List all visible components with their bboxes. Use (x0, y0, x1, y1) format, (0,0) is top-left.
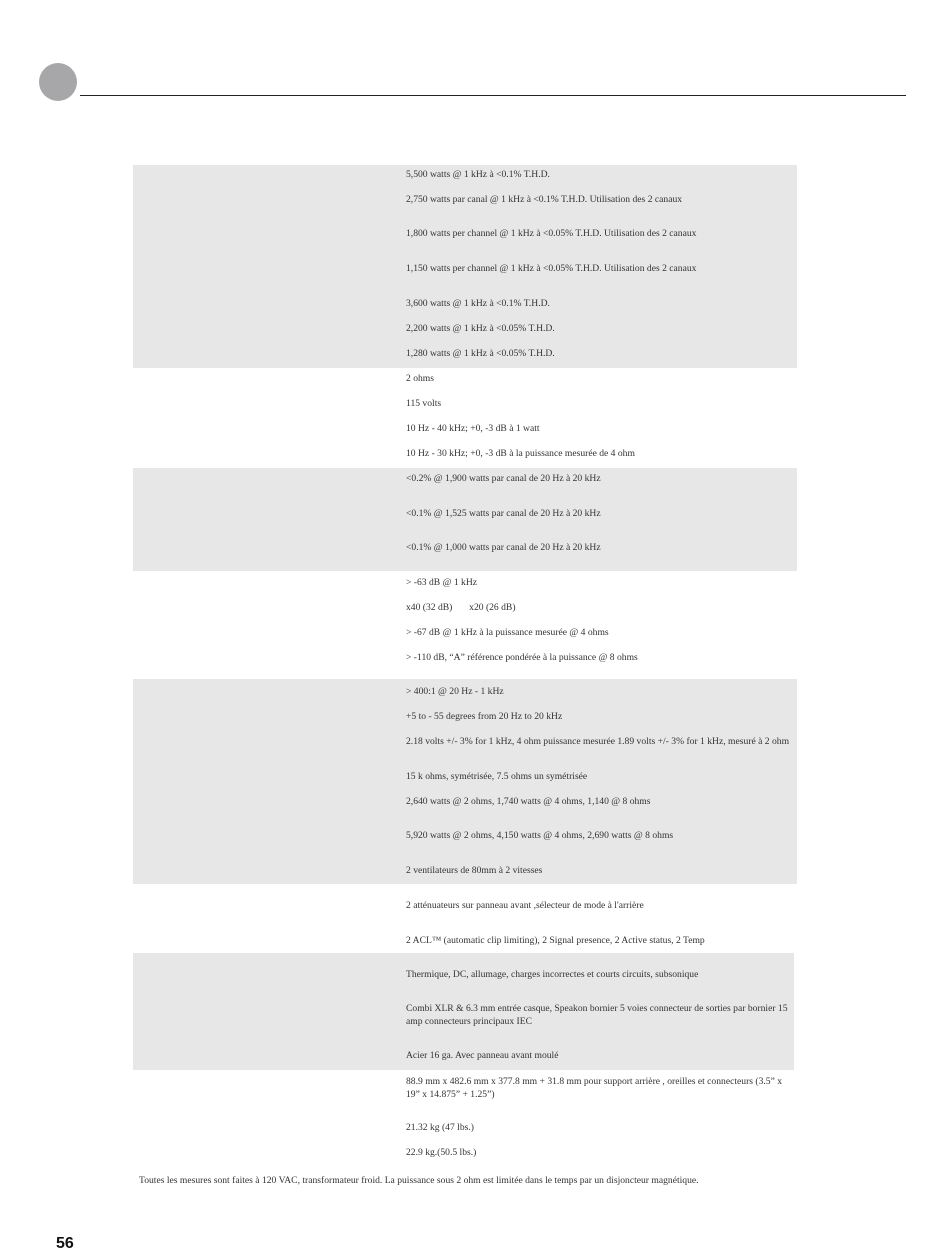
header-rule (80, 95, 906, 96)
spec-line: +5 to - 55 degrees from 20 Hz to 20 kHz (406, 711, 563, 722)
spec-line: Acier 16 ga. Avec panneau avant moulé (406, 1050, 559, 1061)
spec-group-protection-connectors (133, 953, 794, 1070)
spec-line: 1,800 watts per channel @ 1 kHz à <0.05% T.H.D. Utilisation des 2 canaux (406, 228, 697, 239)
spec-group-gain-noise (133, 571, 797, 679)
spec-group-distortion (133, 468, 797, 571)
page-number: 56 (56, 1235, 74, 1252)
spec-line: 5,920 watts @ 2 ohms, 4,150 watts @ 4 ohms, 2,690 watts @ 8 ohms (406, 830, 674, 841)
spec-line: x40 (32 dB) x20 (26 dB) (406, 602, 516, 613)
spec-line: Thermique, DC, allumage, charges incorrectes et courts circuits, subsonique (406, 969, 699, 980)
spec-group-power-output (133, 165, 797, 368)
spec-group-controls (133, 884, 797, 953)
spec-line: 3,600 watts @ 1 kHz à <0.1% T.H.D. (406, 298, 550, 309)
spec-line: 2 ohms (406, 373, 434, 384)
spec-line: <0.1% @ 1,000 watts par canal de 20 Hz à 20 kHz (406, 542, 601, 553)
spec-line: 10 Hz - 40 kHz; +0, -3 dB à 1 watt (406, 423, 540, 434)
spec-line: > -63 dB @ 1 kHz (406, 577, 478, 588)
spec-line: 2 atténuateurs sur panneau avant ,sélecteur de mode à l'arrière (406, 900, 644, 911)
spec-line: 15 k ohms, symétrisée, 7.5 ohms un symétrisée (406, 771, 588, 782)
spec-line: 2,200 watts @ 1 kHz à <0.05% T.H.D. (406, 323, 555, 334)
spec-line: <0.2% @ 1,900 watts par canal de 20 Hz à 20 kHz (406, 473, 601, 484)
spec-line: 10 Hz - 30 kHz; +0, -3 dB à la puissance mesurée de 4 ohm (406, 448, 635, 459)
spec-line: 1,280 watts @ 1 kHz à <0.05% T.H.D. (406, 348, 555, 359)
spec-line: 115 volts (406, 398, 442, 409)
spec-line: 2,640 watts @ 2 ohms, 1,740 watts @ 4 ohms, 1,140 @ 8 ohms (406, 796, 651, 807)
spec-line: 2 ACL™ (automatic clip limiting), 2 Signal presence, 2 Active status, 2 Temp (406, 935, 705, 946)
footnote: Toutes les mesures sont faites à 120 VAC, transformateur froid. La puissance sous 2 ohm est limitée dans le temps par un disjoncteur magnétique. (139, 1175, 699, 1186)
spec-line: 2,750 watts par canal @ 1 kHz à <0.1% T.H.D. Utilisation des 2 canaux (406, 194, 683, 205)
spec-line: 21.32 kg (47 lbs.) (406, 1122, 474, 1133)
spec-line: 1,150 watts per channel @ 1 kHz à <0.05% T.H.D. Utilisation des 2 canaux (406, 263, 697, 274)
spec-group-input-power (133, 679, 797, 884)
spec-group-load-response (133, 368, 797, 468)
spec-line: > -110 dB, “A” référence pondérée à la puissance @ 8 ohms (406, 652, 638, 663)
spec-line: 5,500 watts @ 1 kHz à <0.1% T.H.D. (406, 169, 550, 180)
spec-line: <0.1% @ 1,525 watts par canal de 20 Hz à 20 kHz (406, 508, 601, 519)
section-marker-circle (39, 63, 77, 101)
spec-table (133, 165, 797, 1170)
spec-line: Combi XLR & 6.3 mm entrée casque, Speakon bornier 5 voies connecteur de sorties par bornier 15 amp connecteurs principaux IEC (406, 1003, 788, 1027)
spec-line: > 400:1 @ 20 Hz - 1 kHz (406, 686, 504, 697)
spec-line: > -67 dB @ 1 kHz à la puissance mesurée @ 4 ohms (406, 627, 609, 638)
spec-line: 22.9 kg.(50.5 lbs.) (406, 1147, 477, 1158)
spec-line: 2.18 volts +/- 3% for 1 kHz, 4 ohm puissance mesurée 1.89 volts +/- 3% for 1 kHz, mesuré à 2 ohm (406, 736, 790, 747)
spec-group-dimensions-weight (133, 1070, 797, 1170)
spec-line: 2 ventilateurs de 80mm à 2 vitesses (406, 865, 543, 876)
spec-line: 88.9 mm x 482.6 mm x 377.8 mm + 31.8 mm pour support arrière , oreilles et connecteurs (3.5” x 19” x 14.875” + 1.25”) (406, 1076, 783, 1100)
